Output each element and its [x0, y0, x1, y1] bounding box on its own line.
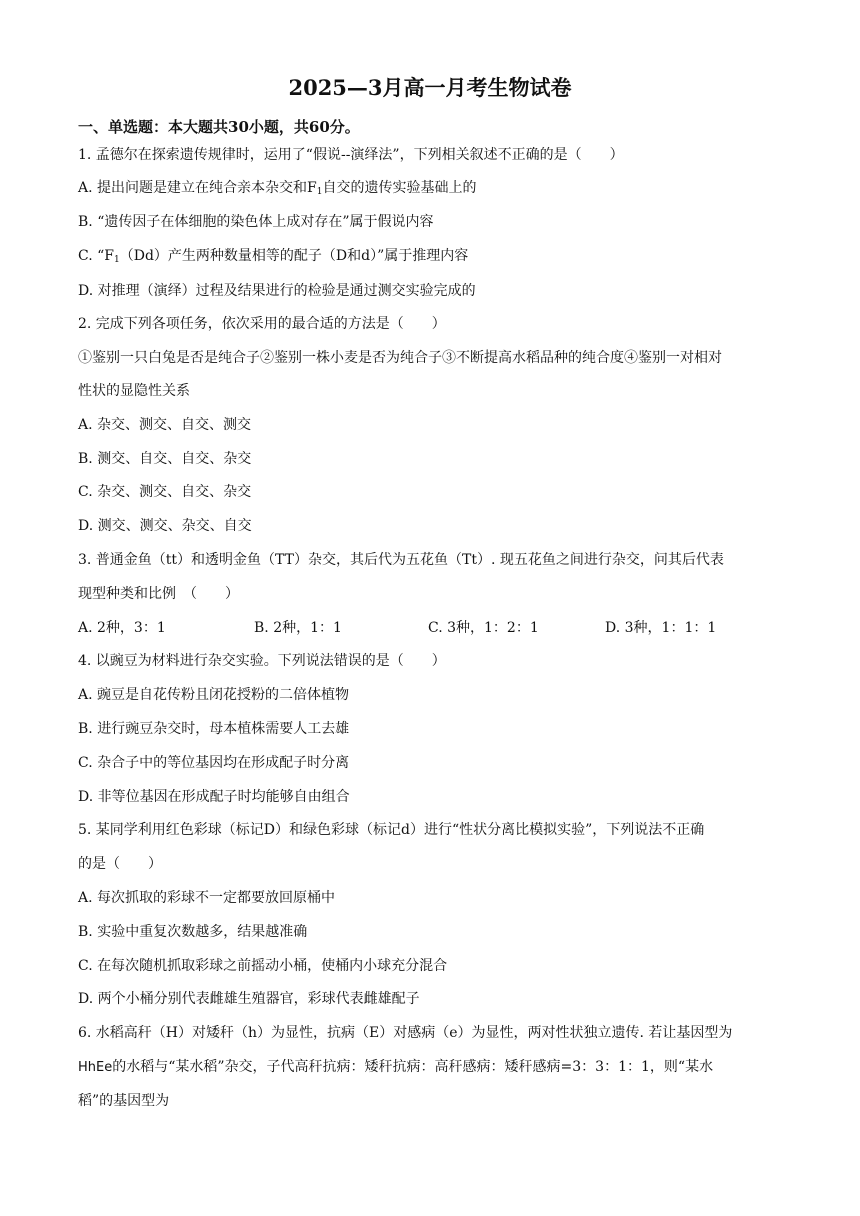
question-5-stem-line2: 的是（ ） [78, 856, 162, 872]
question-2-stem-line2: ①鉴别一只白兔是否是纯合子②鉴别一株小麦是否为纯合子③不断提高水稻品种的纯合度④鉴别一对相对 [78, 350, 722, 366]
question-5-option-c: C. 在每次随机抓取彩球之前摇动小桶，使桶内小球充分混合 [78, 958, 448, 974]
question-4-option-c: C. 杂合子中的等位基因均在形成配子时分离 [78, 755, 350, 771]
question-5-stem: 5. 某同学利用红色彩球（标记D）和绿色彩球（标记d）进行“性状分离比模拟实验”，下列说法不正确 [78, 822, 705, 838]
question-4-stem: 4. 以豌豆为材料进行杂交实验。下列说法错误的是（ ） [78, 653, 446, 669]
question-5-option-d: D. 两个小桶分别代表雌雄生殖器官，彩球代表雌雄配子 [78, 991, 420, 1007]
question-2-stem-line3: 性状的显隐性关系 [78, 383, 190, 399]
question-3-option-b: B. 2种，1：1 [254, 620, 342, 636]
question-2-option-c: C. 杂交、测交、自交、杂交 [78, 484, 252, 500]
question-3-stem: 3. 普通金鱼（tt）和透明金鱼（TT）杂交，其后代为五花鱼（Tt）. 现五花鱼之间进行杂交，问其后代表 [78, 552, 724, 568]
question-4-option-b: B. 进行豌豆杂交时，母本植株需要人工去雄 [78, 721, 350, 737]
exam-title: 2025—3月高一月考生物试卷 [288, 75, 572, 100]
question-1-option-a: A. 提出问题是建立在纯合亲本杂交和$F_1$自交的遗传实验基础上的 [78, 180, 477, 197]
question-3-stem-line2: 现型种类和比例 （ ） [78, 586, 239, 602]
question-5-option-b: B. 实验中重复次数越多，结果越准确 [78, 924, 308, 940]
question-1-option-b: B. “遗传因子在体细胞的染色体上成对存在”属于假说内容 [78, 214, 434, 230]
question-1-option-d: D. 对推理（演绎）过程及结果进行的检验是通过测交实验完成的 [78, 283, 476, 299]
question-2-option-d: D. 测交、测交、杂交、自交 [78, 518, 252, 534]
question-2-stem: 2. 完成下列各项任务，依次采用的最合适的方法是（ ） [78, 316, 446, 332]
question-3-option-a: A. 2种，3：1 [78, 620, 166, 636]
question-2-option-b: B. 测交、自交、自交、杂交 [78, 451, 252, 467]
question-2-option-a: A. 杂交、测交、自交、测交 [78, 417, 252, 433]
section-heading: 一、单选题：本大题共30小题，共60分。 [78, 118, 360, 136]
question-4-option-d: D. 非等位基因在形成配子时均能够自由组合 [78, 789, 350, 805]
question-6-stem: 6. 水稻高秆（H）对矮秆（h）为显性，抗病（E）对感病（e）为显性，两对性状独立遗传. 若让基因型为 [78, 1025, 733, 1041]
question-6-stem-line3: 稻”的基因型为 [78, 1093, 170, 1109]
question-4-option-a: A. 豌豆是自花传粉且闭花授粉的二倍体植物 [78, 687, 350, 703]
question-1-option-c: C. “$F_1(Dd)$产生两种数量相等的配子（D和d）”属于推理内容 [78, 248, 469, 265]
question-3-option-d: D. 3种，1：1：1 [605, 620, 717, 636]
question-6-stem-line2: HhEe的水稻与“某水稻”杂交，子代高秆抗病：矮秆抗病：高秆感病：矮秆感病=3：3：1：1，则“某水 [78, 1059, 714, 1075]
question-3-option-c: C. 3种，1：2：1 [428, 620, 539, 636]
question-1-stem: 1. 孟德尔在探索遗传规律时，运用了“假说--演绎法”，下列相关叙述不正确的是（ ） [78, 147, 624, 163]
question-5-option-a: A. 每次抓取的彩球不一定都要放回原桶中 [78, 890, 336, 906]
